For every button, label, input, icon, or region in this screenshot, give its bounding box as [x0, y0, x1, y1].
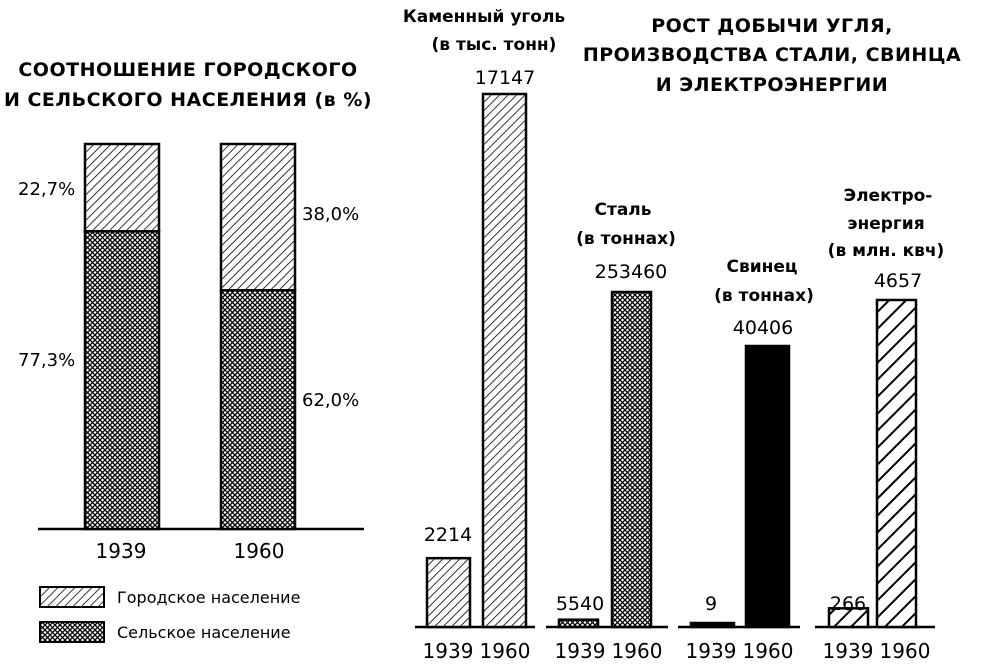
lead-x-tick-1939: 1939: [685, 639, 737, 663]
legend-label-rural: Сельское население: [117, 623, 291, 642]
coal-bar-1939: [427, 558, 470, 627]
coal-bar-1960: [483, 94, 526, 627]
steel-bar-1960: [612, 292, 651, 627]
energy-x-tick-1960: 1960: [879, 639, 931, 663]
steel-bar-1939: [559, 620, 598, 627]
production-title-line-2: ПРОИЗВОДСТВА СТАЛИ, СВИНЦА: [582, 44, 962, 66]
energy-title-line-2: энергия: [847, 214, 925, 234]
steel-title-line-2: (в тоннах): [576, 229, 676, 249]
energy-title-line-3: (в млн. квч): [827, 241, 945, 261]
steel-value-1939: 5540: [555, 593, 605, 615]
production-title-line-3: И ЭЛЕКТРОЭНЕРГИИ: [655, 74, 889, 96]
population-chart: [4, 59, 372, 642]
bar-rural-1960: [221, 290, 295, 529]
coal-value-1939: 2214: [423, 524, 473, 546]
lead-title-line-2: (в тоннах): [714, 286, 814, 306]
coal-value-1960: 17147: [474, 67, 536, 89]
energy-bar-1960: [877, 300, 916, 627]
bar-urban-1939: [85, 144, 159, 231]
population-title-line-2: И СЕЛЬСКОГО НАСЕЛЕНИЯ (в %): [3, 89, 373, 111]
coal-title-line-1: Каменный уголь: [402, 7, 566, 27]
production-title-line-1: РОСТ ДОБЫЧИ УГЛЯ,: [651, 15, 893, 37]
coal-title-line-2: (в тыс. тонн): [431, 35, 557, 55]
steel-title-line-1: Сталь: [594, 200, 652, 220]
bar-label-rural-1939: 77,3%: [18, 350, 76, 371]
production-bars: [427, 94, 916, 627]
energy-x-tick-1939: 1939: [822, 639, 874, 663]
bar-rural-1939: [85, 231, 159, 529]
legend-swatch-urban: [40, 587, 104, 607]
bar-label-urban-1960: 38,0%: [302, 204, 360, 225]
legend-label-urban: Городское население: [117, 588, 301, 607]
energy-title-line-1: Электро-: [843, 186, 933, 206]
legend-swatch-rural: [40, 622, 104, 642]
steel-value-1960: 253460: [594, 261, 668, 283]
bar-urban-1960: [221, 144, 295, 290]
population-bars: [85, 144, 295, 529]
steel-x-tick-1960: 1960: [611, 639, 663, 663]
coal-x-tick-1939: 1939: [422, 639, 474, 663]
legend: [40, 587, 300, 642]
lead-title-line-1: Свинец: [726, 257, 798, 277]
coal-x-tick-1960: 1960: [479, 639, 531, 663]
energy-value-1939: 266: [829, 593, 867, 615]
energy-value-1960: 4657: [873, 270, 923, 292]
bar-label-rural-1960: 62,0%: [302, 390, 360, 411]
lead-x-tick-1960: 1960: [742, 639, 794, 663]
population-title-line-1: СООТНОШЕНИЕ ГОРОДСКОГО: [18, 59, 358, 81]
lead-value-1960: 40406: [732, 317, 794, 339]
steel-x-tick-1939: 1939: [554, 639, 606, 663]
bar-label-urban-1939: 22,7%: [18, 179, 76, 200]
lead-bar-1939: [691, 623, 734, 627]
x-tick-1939: 1939: [95, 539, 147, 563]
lead-bar-1960: [746, 346, 789, 627]
x-tick-1960: 1960: [233, 539, 285, 563]
lead-value-1939: 9: [704, 593, 718, 615]
production-chart: [403, 7, 961, 663]
